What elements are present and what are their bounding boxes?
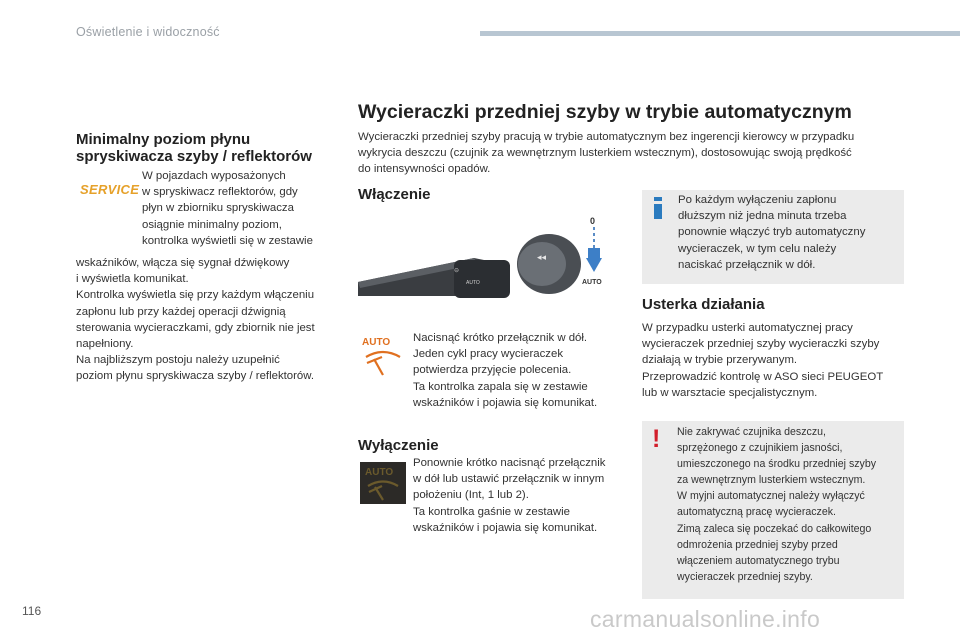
fault-paragraph: W przypadku usterki automatycznej pracy wycieraczek przedniej szyby wycieraczki szyby działają w trybie przerywanym. Przeprowadzić kontrolę w ASO sieci PEUGEOT lub w warsztacie specjalistycznym.	[642, 322, 884, 399]
stalk-ring	[454, 260, 510, 298]
section-title-off: Wyłączenie	[358, 437, 439, 454]
auto-wiper-off-icon	[360, 462, 406, 504]
stalk-position-zero: 0	[590, 216, 596, 226]
info-icon	[652, 197, 666, 219]
wiper-stalk-illustration	[354, 212, 616, 316]
svg-text:◂◂: ◂◂	[537, 252, 547, 262]
intro-paragraph: Wycieraczki przedniej szyby pracują w trybie automatycznym bez ingerencji kierowcy w przypadku wykrycia deszczu (czujnik za wewnętrznym lusterkiem wstecznym), dostosowując swoją prędkość do intensywności opadów.	[358, 131, 855, 176]
washer-level-paragraph: wskaźników, włącza się sygnał dźwiękowy i wyświetla komunikat. Kontrolka wyświetla się przy każdym włączeniu zapłonu lub przy każdej operacji dźwignią sterowania wycieraczkami, gdy zbiornik nie jest napełniony. Na najbliższym postoju należy uzupełnić poziom płynu spryskiwacza szyby / reflektorów.	[76, 257, 315, 383]
off-paragraph: Ponownie krótko nacisnąć przełącznik w dół lub ustawić przełącznik w innym położeniu (Int, 1 lub 2). Ta kontrolka gaśnie w zestawie wskaźników i pojawia się komunikat.	[413, 457, 606, 534]
info-paragraph: Po każdym wyłączeniu zapłonu dłuższym niż jedna minuta trzeba ponownie włączyć tryb automatyczny wycieraczek, w tym celu należy naciskać przełącznik w dół.	[678, 194, 866, 271]
service-paragraph: W pojazdach wyposażonych w spryskiwacz reflektorów, gdy płyn w zbiorniku spryskiwacza osiągnie minimalny poziom, kontrolka wyświetli się w zestawie	[142, 170, 313, 247]
stalk-position-auto: AUTO	[582, 279, 602, 286]
service-warning-icon: SERVICE	[80, 182, 140, 197]
on-paragraph: Nacisnąć krótko przełącznik w dół. Jeden cykl pracy wycieraczek potwierdza przyjęcie polecenia. Ta kontrolka zapala się w zestawie wskaźników i pojawia się komunikat.	[413, 332, 598, 409]
warning-paragraph: Nie zakrywać czujnika deszczu, sprzężonego z czujnikiem jasności, umieszczonego na środku przedniej szyby za wewnętrznym lusterkiem wstecznym. W myjni automatycznej należy wyłączyć automatyczną pracę wycieraczek. Zimą zaleca się poczekać do całkowitego odmrożenia przedniej szyby przed włączeniem automatycznego trybu wycieraczek przedniej szyby.	[677, 426, 877, 583]
section-title-on: Włączenie	[358, 186, 431, 203]
down-arrow-icon	[586, 258, 602, 272]
chapter-title: Oświetlenie i widoczność	[76, 25, 220, 39]
page-number: 116	[22, 604, 42, 618]
svg-text:AUTO: AUTO	[362, 337, 391, 348]
warning-icon: !	[652, 425, 661, 453]
section-title-fault: Usterka działania	[642, 296, 765, 313]
svg-text:AUTO: AUTO	[365, 467, 394, 478]
stalk-ring-label: AUTO	[466, 280, 480, 286]
chapter-bar	[480, 31, 960, 36]
main-title: Wycieraczki przedniej szyby w trybie automatycznym	[358, 101, 852, 123]
section-title-washer-level: Minimalny poziom płynu spryskiwacza szyby / reflektorów	[76, 131, 312, 165]
svg-text:⊖: ⊖	[454, 268, 460, 274]
watermark: carmanualsonline.info	[590, 606, 821, 632]
auto-wiper-on-icon	[360, 335, 406, 381]
